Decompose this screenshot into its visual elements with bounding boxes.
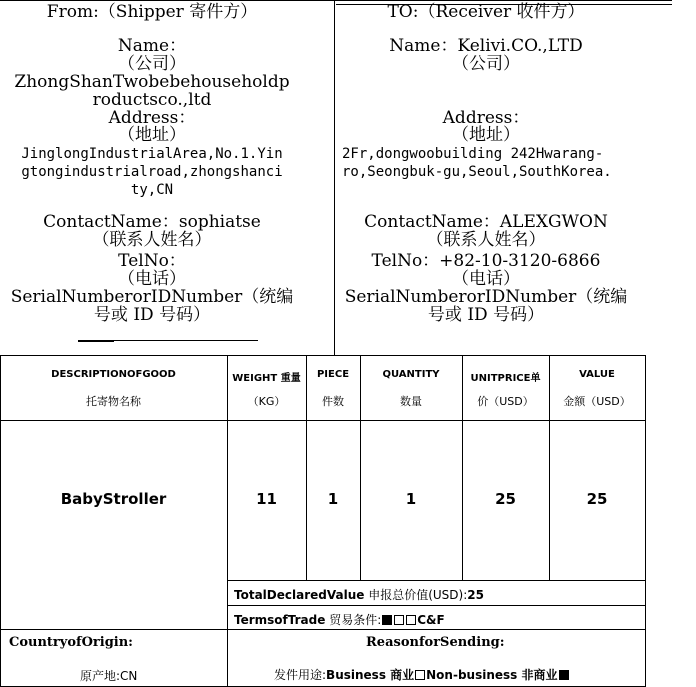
business-checkbox[interactable] xyxy=(415,670,425,680)
receiver-address-line-2: ro,Seongbuk-gu,Seoul,SouthKorea. xyxy=(342,164,612,180)
receiver-address-label: Address： xyxy=(442,108,530,128)
shipper-address-line-2: gtongindustrialroad,zhongshanci xyxy=(21,164,283,180)
shipper-section xyxy=(0,0,304,355)
terms-of-trade xyxy=(234,611,445,628)
shipper-tel-cn: （电话） xyxy=(118,269,186,289)
reason-nonbusiness: Non-business 非商业 xyxy=(426,668,558,682)
header-weight-en: WEIGHT 重量 xyxy=(232,373,301,384)
header-quantity-en: QUANTITY xyxy=(382,369,440,380)
nonbusiness-checkbox[interactable] xyxy=(559,670,569,680)
row-quantity-cell xyxy=(360,420,462,580)
header-value-en: VALUE xyxy=(579,369,615,380)
shipper-serial: SerialNumberorIDNumber（统编 xyxy=(10,287,294,307)
shipper-serial-blank-thick xyxy=(78,340,114,342)
row-weight-cell xyxy=(227,420,306,580)
shipper-serial-2: 号或 ID 号码） xyxy=(93,305,211,325)
receiver-serial: SerialNumberorIDNumber（统编 xyxy=(344,287,628,307)
shipper-contact: ContactName：sophiatse xyxy=(43,212,261,232)
shipper-address-line-3: ty,CN xyxy=(130,182,174,198)
row-weight: 11 xyxy=(256,490,277,508)
total-cn: 申报总价值(USD): xyxy=(364,588,468,602)
total-label: TotalDeclaredValue xyxy=(234,588,365,602)
center-divider xyxy=(334,0,335,355)
shipper-contact-cn: （联系人姓名） xyxy=(92,230,212,250)
reason-business: Business 商业 xyxy=(326,668,415,682)
table-right xyxy=(645,355,646,687)
header-quantity-cn: 数量 xyxy=(400,395,422,408)
shipper-company-label: （公司） xyxy=(118,54,186,74)
terms-checkbox-empty-1[interactable] xyxy=(394,615,404,625)
header-description-cn: 托寄物名称 xyxy=(86,395,141,408)
receiver-name: Name：Kelivi.CO.,LTD xyxy=(389,36,583,56)
terms-value: C&F xyxy=(417,613,445,627)
header-value-cn: 金额（USD） xyxy=(563,395,631,408)
terms-checkbox-checked[interactable] xyxy=(382,615,392,625)
table-terms-bottom xyxy=(0,629,646,630)
row-piece: 1 xyxy=(327,490,339,508)
reason-line xyxy=(274,666,570,683)
receiver-serial-2: 号或 ID 号码） xyxy=(427,305,545,325)
table-total-bottom xyxy=(227,605,646,606)
row-piece-cell xyxy=(306,420,360,580)
header-quantity xyxy=(360,355,462,420)
header-description xyxy=(0,355,227,420)
row-unit-price: 25 xyxy=(495,490,516,508)
shipper-company-line-2: roductsco.,ltd xyxy=(92,90,212,110)
header-description-en: DESCRIPTIONOFGOOD xyxy=(51,369,176,380)
receiver-tel-cn: （电话） xyxy=(452,269,520,289)
receiver-address-line-1: 2Fr,dongwoobuilding 242Hwarang- xyxy=(342,146,604,162)
shipper-address-label: Address： xyxy=(108,108,196,128)
table-row-bottom xyxy=(227,580,646,581)
row-unit-price-cell xyxy=(462,420,549,580)
terms-checkbox-empty-2[interactable] xyxy=(406,615,416,625)
header-unit-price-en: UNITPRICE单 xyxy=(470,373,541,384)
header-piece-cn: 件数 xyxy=(322,395,344,408)
row-quantity: 1 xyxy=(405,490,417,508)
total-value: 25 xyxy=(467,588,484,602)
receiver-contact: ContactName：ALEXGWON xyxy=(364,212,608,232)
origin-label: CountryofOrigin: xyxy=(9,635,133,650)
row-value-cell xyxy=(549,420,645,580)
header-value xyxy=(549,355,645,420)
total-declared-value xyxy=(234,586,484,603)
terms-cn: 贸易条件: xyxy=(325,613,382,627)
shipper-name-label: Name： xyxy=(117,36,187,56)
shipper-company-line-1: ZhongShanTwobebehouseholdp xyxy=(14,72,290,92)
row-description: BabyStroller xyxy=(60,490,167,508)
header-unit-price-cn: 价（USD） xyxy=(477,395,534,408)
reason-prefix: 发件用途: xyxy=(274,668,327,682)
header-weight-cn: （KG） xyxy=(247,395,286,408)
shipper-header: From:（Shipper 寄件方） xyxy=(46,2,258,22)
terms-label: TermsofTrade xyxy=(234,613,326,627)
shipper-tel-label: TelNo： xyxy=(118,251,186,271)
row-description-cell xyxy=(0,420,227,580)
receiver-tel: TelNo：+82-10-3120-6866 xyxy=(371,251,601,271)
reason-label: ReasonforSending: xyxy=(366,635,505,650)
origin-value: 原产地:CN xyxy=(80,669,138,683)
header-piece xyxy=(306,355,360,420)
receiver-company-label: （公司） xyxy=(452,54,520,74)
shipper-address-line-1: JinglongIndustrialArea,No.1.Yin xyxy=(21,146,283,162)
header-unit-price xyxy=(462,355,549,420)
header-weight xyxy=(227,355,306,420)
receiver-contact-cn: （联系人姓名） xyxy=(426,230,546,250)
receiver-section xyxy=(336,0,636,355)
receiver-address-cn: （地址） xyxy=(452,125,520,145)
receiver-header: TO:（Receiver 收件方） xyxy=(387,2,585,22)
row-value: 25 xyxy=(586,490,608,508)
shipper-address-cn: （地址） xyxy=(118,125,186,145)
header-piece-en: PIECE xyxy=(316,369,350,380)
